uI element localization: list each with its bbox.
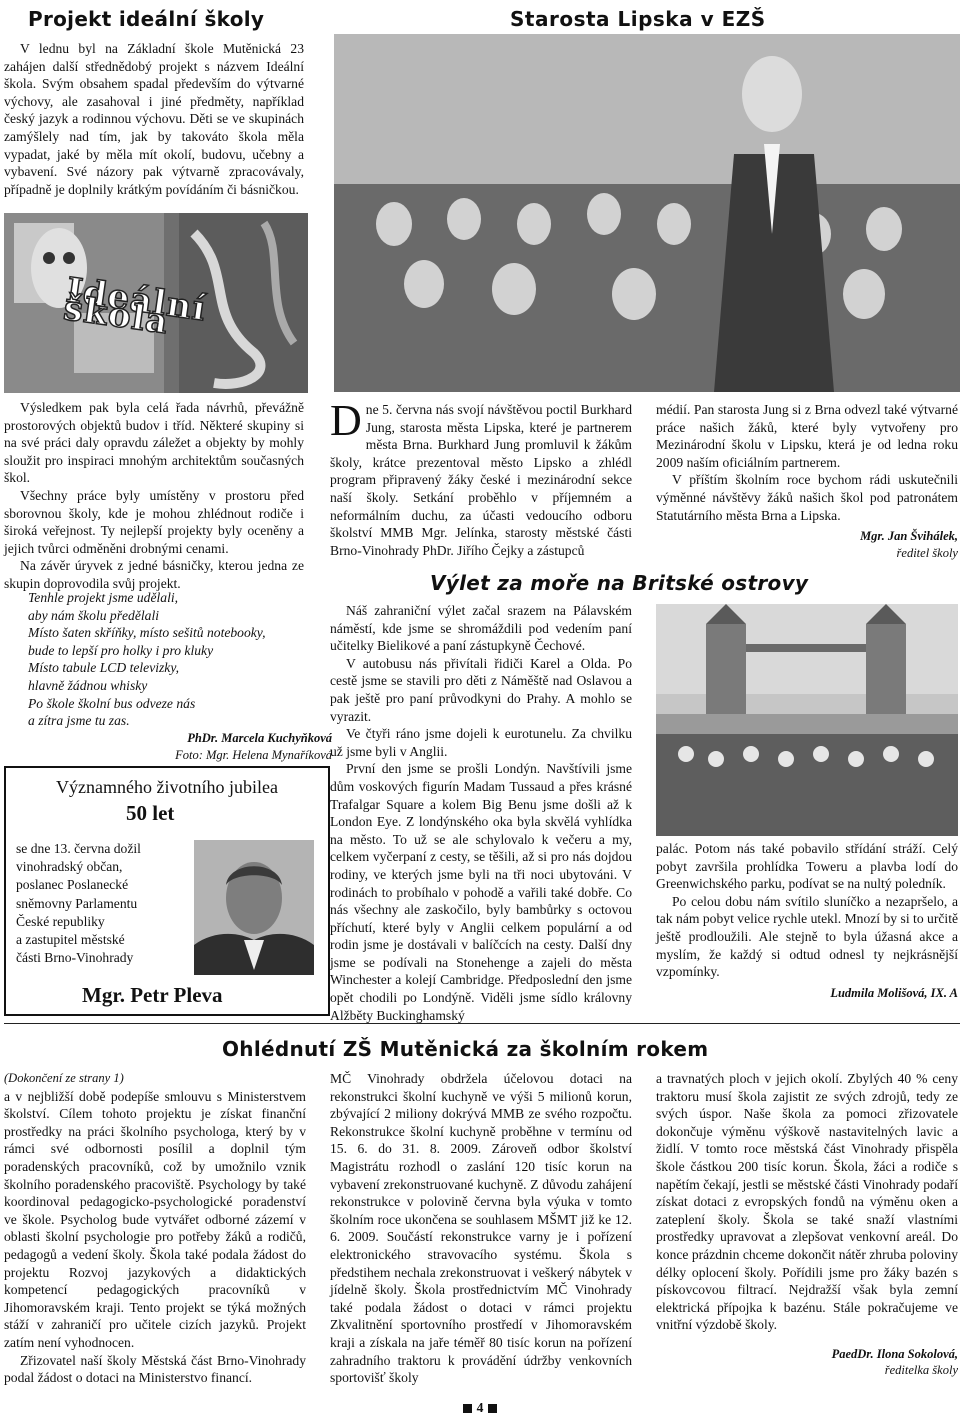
mayor-photo <box>334 34 960 392</box>
ideal-school-title: Projekt ideální školy <box>28 7 265 31</box>
retrospect-col3 <box>656 1070 958 1379</box>
mayor-col2 <box>656 401 958 561</box>
retrospect-col1a: a v nejbližší době podepíše smlouvu s Ministerstvem školství. Cílem tohoto projektu je získat finanční prostředky na práci školního psychologa, který by v rámci své odbornosti posílil a doplnil tým poradenských pracovníků, což by umožnilo vznik školního poradenského pracoviště. Psychology by také koordinoval pedagogicko-psychologické poradenství ve škole. Psycholog bude vytvářet odborné zázemí v oblasti školní psychologie pro potřeby žáků a rodičů, pedagogů a vedení školy. Škola také podala žádost do projektu Rozvoj jazykových a didaktických kompetencí pedagogických pracovníků v Jihomoravském kraji. Tento projekt se týká možných stáží v zahraničí pro učitele cizích jazyků. Projekt zatím není vyhodnocen. <box>4 1088 306 1350</box>
trip-p3: Ve čtyři ráno jsme dojeli k eurotunelu. Za chvilku už jsme byli v Anglii. <box>330 726 632 759</box>
trip-author: Ludmila Molišová, IX. A <box>830 985 958 1000</box>
retrospect-author-role: ředitelka školy <box>884 1363 958 1378</box>
retrospect-title: Ohlédnutí ZŠ Mutěnická za školním rokem <box>222 1037 709 1061</box>
ideal-school-intro-text: V lednu byl na Základní škole Mutěnická 23 zahájen další střednědobý projekt s názvem Ideální škola. Svým obsahem spadal především do výtvarné výchovy, ale zasahoval i jiné předměty, například český jazyk a rodinnou výchovu. Děti se ve skupinách zamýšlely nad tím, jak by takováto škola měla vypadat, jaké by měla mít okolí, budovu, učebny a vybavení. Své názory pak výtvarně zpracovávaly, případně je doplnily krátkým povídáním či básničkou. <box>4 41 304 197</box>
retrospect-col3-text: a travnatých ploch v jejich okolí. Zbylých 40 % ceny traktoru musí škola zajistit ze svých zdrojů, tedy ze svých úspor. Naše škola za pomoci zřizovatele dokončuje výměnu výškově nastavitelných lavic a židlí. V tomto roce městská část Vinohrady přispěla škole částkou 200 tisíc korun. Škola, žáci a rodiče s napětím čekají, jestli se městské části Vinohrady podaří získat dotaci z evropských fondů na výměnu oken a zateplení školy. Škola se také snaží vlastními prostředky upravovat a zlepšovat venkovní areál. Do konce prázdnin chceme dokončit nátěr zhruba poloviny délky oplocení školy. Pořídili jsme pro žáky bazén s pískovcovou filtrací. Nejdražší však byla zemní elektrická přípojka k bazénu. Stále pokračujeme ve vnitřní výzdobě školy. <box>656 1071 958 1333</box>
square-bullet-icon <box>488 1404 497 1413</box>
ideal-school-photo-credit: Foto: Mgr. Helena Mynaříková <box>175 747 332 762</box>
jubilee-name: Mgr. Petr Pleva <box>82 983 223 1007</box>
ideal-school-p2: Všechny práce byly umístěny v prostoru před sborovnou školy, kde je mohou zhlédnout rodiče i široká veřejnost. Ty nejlepší projekty byly oceněny a jejich tvůrci odměněni drobnými cenami. <box>4 487 304 556</box>
retrospect-col1 <box>4 1070 306 1387</box>
jubilee-line: a zastupitel městské <box>16 932 125 948</box>
trip-p1: Náš zahraniční výlet začal srazem na Pálavském náměstí, kde jsme se shromáždili pod vedením paní učitelky Bielikové a paní zástupkyně Čechové. <box>330 603 632 654</box>
jubilee-text <box>16 840 176 967</box>
ideal-school-author: PhDr. Marcela Kuchyňková <box>187 731 332 745</box>
ideal-school-photo-caption: Ideální škola <box>61 270 209 343</box>
mayor-col1-body: ne 5. června nás svojí návštěvou poctil Burkhard Jung, starosta města Lipska, které je partnerem města Brna. Burkhard Jung promluvil k žákům školy, krátce prezentoval město Lipsko a zhlédl program připravený žáky české i mezinárodní sekce naší školy. Setkání proběhlo v příjemném a neformálním duchu, za účasti vedoucího odboru školství MMB Mgr. Jelínka, starosty městské části Brno-Vinohrady PhDr. Jiřího Čejky a zástupců <box>330 402 632 558</box>
poem-line: a zítra jsme tu zas. <box>28 713 130 729</box>
trip-p2: V autobusu nás přivítali řidiči Karel a Olda. Po cestě jsme se stavili pro děti z Náměště nad Oslavou a pak ještě pro paní průvodkyni do Prahy. A mohlo se vyrazit. <box>330 655 632 724</box>
classroom-image <box>334 34 960 392</box>
trip-right-p1: palác. Potom nás také pobavilo střídání stráží. Celý pobyt završila prohlídka Toweru a plavba lodí do Greenwichského parku, podívat se na nultý poledník. <box>656 841 958 892</box>
ideal-school-body <box>4 399 304 593</box>
trip-title: Výlet za moře na Britské ostrovy <box>430 571 809 595</box>
poem-line: aby nám školu předělali <box>28 607 160 623</box>
page-number <box>460 1400 500 1416</box>
jubilee-line: České republiky <box>16 913 105 929</box>
mayor-col2a: médií. Pan starosta Jung si z Brna odvezl také výtvarné práce našich žáků, které byly vytvořeny pro Mezinárodní školu v Lipsku, která je od ledna roku 2009 naším oficiálním partnerem. <box>656 402 958 470</box>
poem-line: bude to lepší pro holky i pro kluky <box>28 642 214 658</box>
poem-line: hlavně žádnou whisky <box>28 677 148 693</box>
retrospect-col2-text: MČ Vinohrady obdržela účelovou dotaci na rekonstrukci školní kuchyně ve výši 5 milionů korun, zbývající 2 miliony dokrývá MMB ze svého rozpočtu. Rekonstrukce školní kuchyně proběhne v termínu od 15. 6. do 31. 8. 2009. Zároveň odbor školství Magistrátu rozhodl o zaslání 120 tisíc korun na vybavení zrekonstruované kuchyně. Z důvodu zahájení rekonstrukce v polovině června byla výuka v tomto školním roce ukončena se souhlasem MŠMT již ke 12. 6. 2009. Součástí rekonstrukce varny je i pořízení elektronického stravovacího systému. Škola s předstihem nechala zrekonstruovat i veškerý nábytek v jídelně školy. Škola prostřednictvím MČ Vinohrady také podala žádost o dotaci v rámci projektu Zkvalitnění sportovního prostředí v Jihomoravském kraji a získala na jaře téměř 80 tisíc korun na pořízení zahradního traktoru k provádění údržby venkovních sportovišť školy <box>330 1071 632 1386</box>
poem-line: Místo šaten skříňky, místo sešitů notebooky, <box>28 625 266 641</box>
tower-bridge-image <box>656 604 958 836</box>
jubilee-line: se dne 13. června dožil <box>16 841 141 856</box>
ideal-school-photo <box>4 213 308 393</box>
mayor-signature <box>656 528 958 561</box>
trip-right-p2: Po celou dobu nám svítilo sluníčko a nezapršelo, a tak nám pobyt velice rychle utekl. Mnozí by si to určitě ještě prodloužili. Ale stejně to byla úžasná akce a myslím, že každý si odtud odnesl ty nejkrásnější vzpomínky. <box>656 893 958 980</box>
poem-line: Tenhle projekt jsme udělali, <box>28 590 179 605</box>
mayor-title: Starosta Lipska v EZŠ <box>510 7 766 31</box>
trip-p4: První den jsme se prošli Londýn. Navštívili jsme dům voskových figurín Madam Tussaud a přes krásné Trafalgar Square a kolem Big Benu jsme došli až k London Eye. Z londýnského oka byla skvělá vyhlídka na město. To už se ale schylovalo k večeru a my, celkem vyčerpaní z cesty, se těšili, až si pro nás dojdou rodiny, ve kterých jsme byli na tři noci ubytováni. V rodinách to probíhalo v pohodě a vařili také dobře. Co nás všechny ale zaskočilo, byly bambůrky s octovou příchutí, které byly v Anglii celkem populární a od rodin jsme je dostávali v balíčcích na cesty. Další dny jsme se podívali na Stonehenge a zajeli do města Winchester a kolejí Cambridge. Předposlední den jsme opět chodili po Londýně. Viděli jsme sídlo královny Alžběty Buckinghamský <box>330 761 632 1023</box>
page-number-text: 4 <box>476 1400 484 1416</box>
jubilee-box <box>4 766 330 1016</box>
jubilee-portrait <box>194 840 314 975</box>
ideal-school-signature <box>100 730 332 763</box>
retrospect-continued: (Dokončení ze strany 1) <box>4 1071 124 1085</box>
trip-col-right <box>656 840 958 1001</box>
ideal-school-p1: Výsledkem pak byla celá řada návrhů, převážně prostorových objektů budov i tříd. Některé skupiny si na své práci daly opravdu záležet a objekty by mohly sloužit pro inspiraci mnohým architektům současných škol. <box>4 400 304 486</box>
mayor-author: Mgr. Jan Švihálek, <box>860 529 958 544</box>
jubilee-years: 50 let <box>126 801 175 825</box>
jubilee-line: části Brno-Vinohrady <box>16 950 134 966</box>
poem-line: Po škole školní bus odveze nás <box>28 695 196 711</box>
jubilee-line: sněmovny Parlamentu <box>16 895 138 911</box>
retrospect-signature <box>656 1346 958 1379</box>
mayor-author-role: ředitel školy <box>896 545 958 560</box>
mayor-col1-text <box>330 396 632 559</box>
retrospect-col1b: Zřizovatel naší školy Městská část Brno-Vinohrady podal žádost o dotaci na Ministerstvo financí. <box>4 1352 306 1386</box>
jubilee-line: vinohradský občan, <box>16 859 123 875</box>
section-divider <box>4 1023 960 1024</box>
portrait-image <box>194 840 314 975</box>
ideal-school-intro <box>4 40 304 198</box>
poem-line: Místo tabule LCD televizky, <box>28 660 180 676</box>
retrospect-author: PaedDr. Ilona Sokolová, <box>831 1346 958 1361</box>
mayor-col1 <box>330 396 632 559</box>
jubilee-title: Významného životního jubilea <box>56 777 278 797</box>
ideal-school-p3: Na závěr úryvek z jedné básničky, kterou jedna ze skupin doprovodila svůj projekt. <box>4 558 304 591</box>
trip-photo <box>656 604 958 836</box>
trip-col-left <box>330 602 632 1024</box>
mayor-dropcap: D <box>330 396 362 445</box>
jubilee-line: poslanec Poslanecké <box>16 877 129 893</box>
mayor-col2b: V příštím školním roce bychom rádi uskutečnili výměnné návštěvy žáků našich škol pod patronátem Statutárního města Brna a Lipska. <box>656 472 958 523</box>
retrospect-col2 <box>330 1070 632 1387</box>
square-bullet-icon <box>463 1404 472 1413</box>
ideal-school-poem <box>28 589 318 730</box>
